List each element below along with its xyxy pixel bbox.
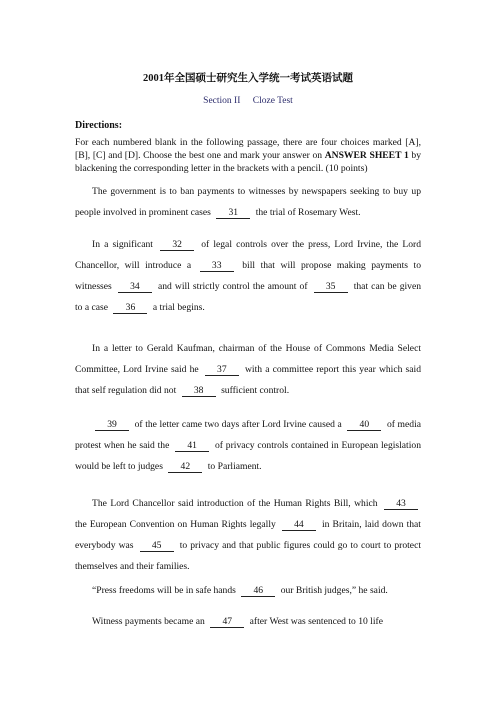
paragraph-text: bill that will propose making payments to witnesses — [75, 260, 421, 292]
paragraph-text: the European Convention on Human Rights legally — [75, 519, 276, 530]
directions-text-part: by blackening the corresponding letter in the brackets with a pencil. (10 points) — [75, 150, 421, 174]
paragraph-1 — [75, 181, 421, 223]
blank-35[interactable]: 35 — [314, 281, 348, 293]
blank-40[interactable]: 40 — [347, 419, 381, 431]
blank-36[interactable]: 36 — [113, 302, 147, 314]
paragraph-text: in Britain, laid down that everybody was — [75, 519, 421, 551]
blank-44[interactable]: 44 — [282, 519, 316, 531]
blank-32[interactable]: 32 — [160, 239, 194, 251]
paragraph-text: In a significant — [92, 239, 153, 250]
paragraph-text: to privacy and that public figures could go to court to protect themselves and their families. — [75, 540, 421, 572]
paragraph-text: of privacy controls contained in European legislation would be left to judges — [75, 440, 421, 472]
paragraph-text: our British judges,” he said. — [280, 585, 388, 596]
paragraph-text: a trial begins. — [152, 302, 205, 313]
paragraph-text: to Parliament. — [207, 461, 262, 472]
blank-34[interactable]: 34 — [118, 281, 152, 293]
blank-47[interactable]: 47 — [210, 616, 244, 628]
blank-33[interactable]: 33 — [200, 260, 234, 272]
paragraph-text: The Lord Chancellor said introduction of the Human Rights Bill, which — [92, 498, 378, 509]
paragraph-text: of legal controls over the press, Lord Irvine, the Lord Chancellor, will introduce a — [75, 239, 422, 271]
answer-sheet-label: ANSWER SHEET 1 — [324, 150, 409, 161]
blank-37[interactable]: 37 — [205, 364, 239, 376]
page-title: 2001年全国硕士研究生入学统一考试英语试题 — [143, 73, 353, 84]
paragraph-text: the trial of Rosemary West. — [255, 207, 361, 218]
paragraph-7 — [75, 611, 421, 632]
paragraph-text: after West was sentenced to 10 life — [249, 616, 383, 627]
paragraph-text: “Press freedoms will be in safe hands — [92, 585, 236, 596]
paragraph-text: that can be given to a case — [75, 281, 422, 313]
blank-31[interactable]: 31 — [216, 207, 250, 219]
blank-42[interactable]: 42 — [168, 461, 202, 473]
blank-38[interactable]: 38 — [182, 385, 216, 397]
section-number: Section II — [203, 96, 241, 106]
paragraph-text: and will strictly control the amount of — [157, 281, 308, 292]
blank-43[interactable]: 43 — [384, 498, 418, 510]
directions-heading: Directions: — [75, 120, 123, 131]
paragraph-5 — [75, 493, 421, 577]
paragraph-text: Witness payments became an — [92, 616, 205, 627]
paragraph-4 — [75, 414, 421, 477]
paragraph-text: with a committee report this year which said that self regulation did not — [75, 364, 421, 396]
paragraph-text: of media protest when he said the — [75, 419, 421, 451]
paragraph-text: sufficient control. — [221, 385, 290, 396]
paragraph-text: of the letter came two days after Lord Irvine caused a — [134, 419, 342, 430]
section-heading — [0, 96, 496, 106]
blank-39[interactable]: 39 — [95, 419, 129, 431]
directions-text-part: For each numbered blank in the following passage, there are four choices marked [A], [B], [C] and [D]. Choose the best one and mark your answer on — [75, 137, 421, 161]
directions-text — [75, 136, 421, 175]
blank-46[interactable]: 46 — [241, 585, 275, 597]
section-name: Cloze Test — [252, 96, 293, 106]
paragraph-2 — [75, 234, 421, 318]
paragraph-text: In a letter to Gerald Kaufman, chairman of the House of Commons Media Select Committee, Lord Irvine said he — [75, 343, 421, 375]
paragraph-3 — [75, 338, 421, 401]
paragraph-text: The government is to ban payments to witnesses by newspapers seeking to buy up people involved in prominent cases — [75, 186, 421, 218]
blank-41[interactable]: 41 — [175, 440, 209, 452]
paragraph-6 — [75, 580, 421, 601]
blank-45[interactable]: 45 — [140, 540, 174, 552]
